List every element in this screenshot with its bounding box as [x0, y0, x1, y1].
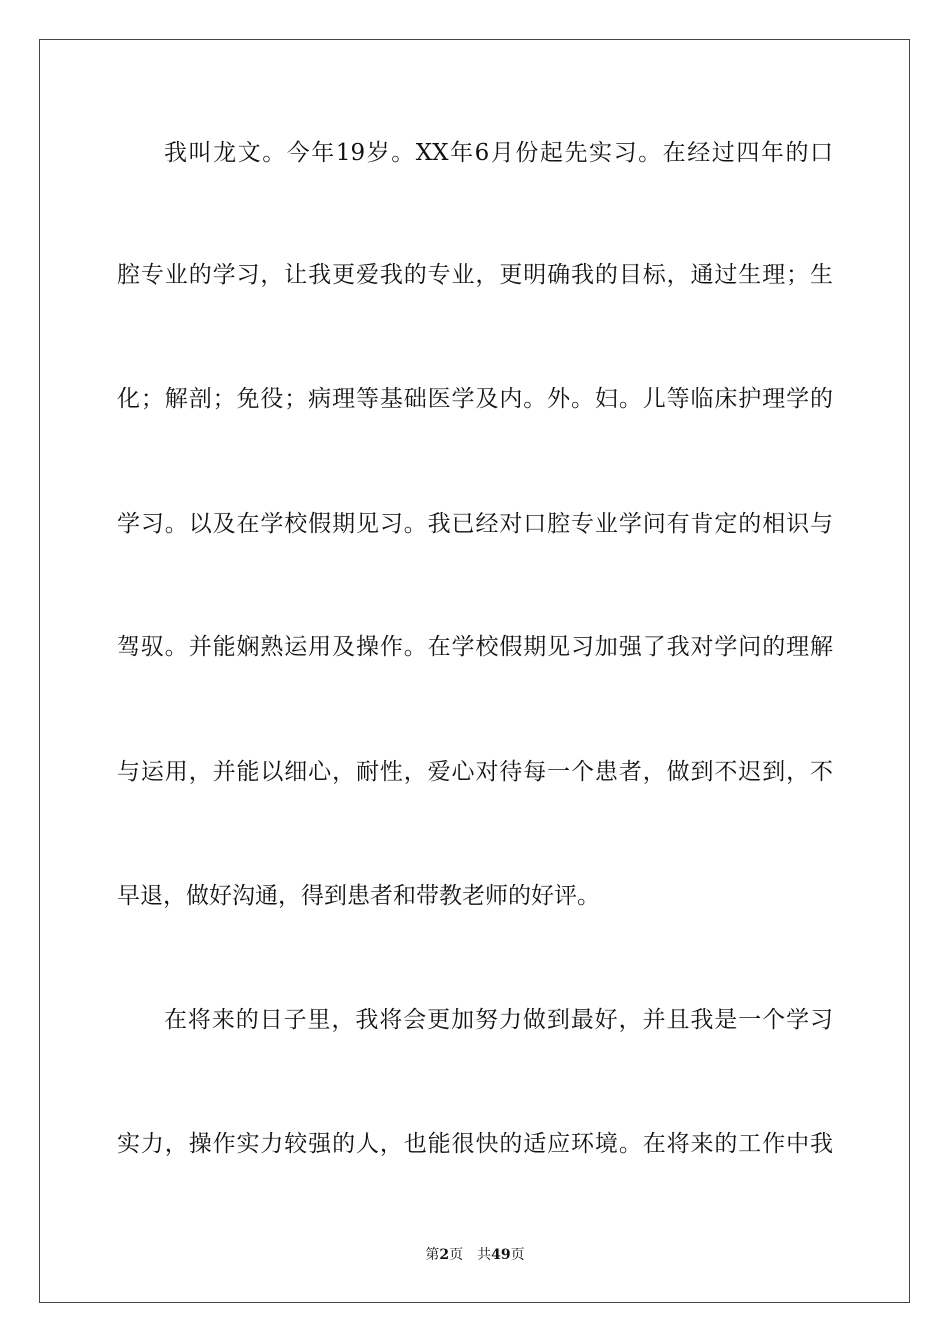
- paragraph-1-line-2: 腔专业的学习，让我更爱我的专业，更明确我的目标，通过生理；生: [117, 262, 833, 288]
- footer-total-prefix: 共: [477, 1247, 492, 1263]
- paragraph-1-line-3: 化；解剖；免役；病理等基础医学及内。外。妇。儿等临床护理学的: [117, 386, 833, 412]
- paragraph-1-line-7: 早退，做好沟通，得到患者和带教老师的好评。: [117, 883, 600, 909]
- paragraph-2-line-2: 实力，操作实力较强的人，也能很快的适应环境。在将来的工作中我: [117, 1131, 833, 1157]
- paragraph-2-line-1: 在将来的日子里，我将会更加努力做到最好，并且我是一个学习: [164, 1007, 833, 1033]
- paragraph-1-line-1: 我叫龙文。今年19岁。XX年6月份起先实习。在经过四年的口: [164, 140, 833, 166]
- footer-page-number: 2: [439, 1247, 450, 1263]
- paragraph-1-line-5: 驾驭。并能娴熟运用及操作。在学校假期见习加强了我对学问的理解: [117, 634, 833, 660]
- paragraph-1-line-6: 与运用，并能以细心，耐性，爱心对待每一个患者，做到不迟到，不: [117, 759, 833, 785]
- footer-total-suffix: 页: [510, 1247, 525, 1263]
- footer-page-prefix: 第: [425, 1247, 440, 1263]
- footer-total-pages: 49: [491, 1247, 511, 1263]
- page-border: [39, 39, 910, 1303]
- footer-page-suffix: 页: [449, 1247, 464, 1263]
- page-footer: [0, 1245, 950, 1265]
- paragraph-1-line-4: 学习。以及在学校假期见习。我已经对口腔专业学问有肯定的相识与: [117, 511, 833, 537]
